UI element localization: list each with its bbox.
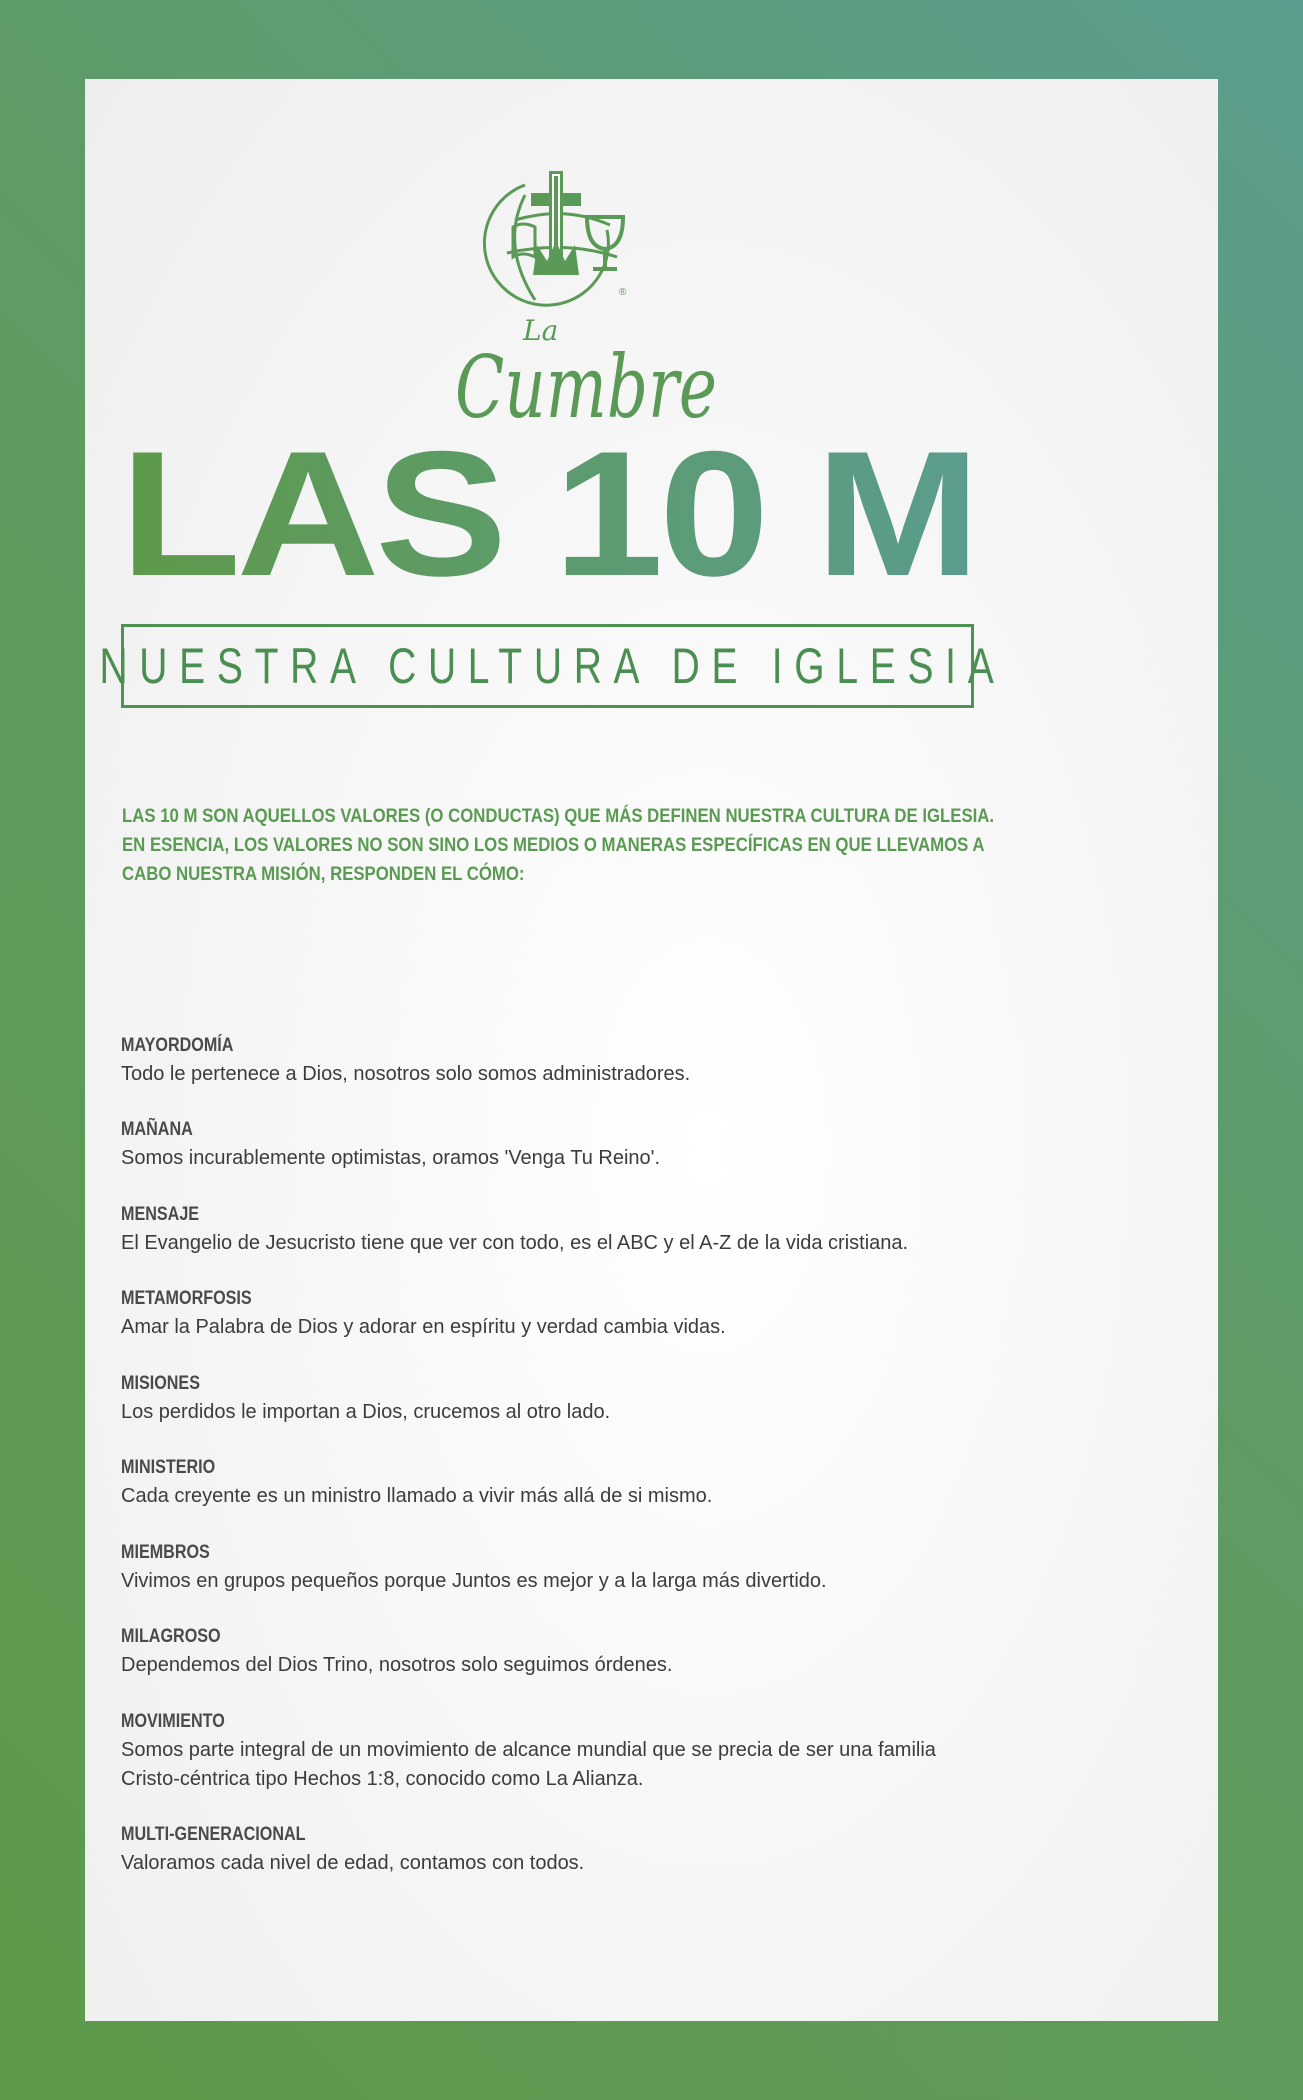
value-description: Cristo-céntrica tipo Hechos 1:8, conocido como La Alianza. xyxy=(121,1768,644,1790)
chalice-icon xyxy=(587,217,623,269)
value-name: MULTI-GENERACIONAL xyxy=(121,1824,306,1845)
value-item-mensaje xyxy=(121,1201,908,1258)
crown-icon xyxy=(533,241,579,275)
value-description: Todo le pertenece a Dios, nosotros solo somos administradores. xyxy=(121,1063,691,1085)
intro-line: LAS 10 M SON AQUELLOS VALORES (O CONDUCTAS) QUE MÁS DEFINEN NUESTRA CULTURA DE IGLESIA. xyxy=(122,805,995,827)
value-item-multi-generacional xyxy=(121,1821,584,1878)
value-description: Valoramos cada nivel de edad, contamos con todos. xyxy=(121,1852,585,1874)
title-text: LAS 10 M xyxy=(120,414,976,613)
value-name: METAMORFOSIS xyxy=(121,1288,252,1309)
intro-paragraph xyxy=(122,802,995,889)
la-cumbre-logo xyxy=(395,135,735,438)
value-description: Cada creyente es un ministro llamado a vivir más allá de si mismo. xyxy=(121,1485,713,1507)
value-item-manana xyxy=(121,1116,660,1173)
value-item-movimiento xyxy=(121,1708,936,1794)
value-item-milagroso xyxy=(121,1623,672,1680)
intro-line: CABO NUESTRA MISIÓN, RESPONDEN EL CÓMO: xyxy=(122,863,525,885)
value-name: MISIONES xyxy=(121,1373,200,1394)
logo-script-cumbre: Cumbre xyxy=(455,338,717,438)
value-description: Vivimos en grupos pequeños porque Juntos es mejor y a la larga más divertido. xyxy=(121,1570,827,1592)
value-item-misiones xyxy=(121,1370,610,1427)
value-description: Los perdidos le importan a Dios, crucemos al otro lado. xyxy=(121,1401,611,1423)
value-name: MAÑANA xyxy=(121,1119,193,1140)
subtitle-box xyxy=(99,624,1006,708)
value-item-miembros xyxy=(121,1539,827,1596)
value-name: MAYORDOMÍA xyxy=(121,1035,234,1056)
value-description: Somos parte integral de un movimiento de alcance mundial que se precia de ser una familia xyxy=(121,1739,936,1761)
value-name: MIEMBROS xyxy=(121,1542,210,1563)
page-title xyxy=(120,414,980,613)
value-description: Dependemos del Dios Trino, nosotros solo seguimos órdenes. xyxy=(121,1654,673,1676)
value-name: MINISTERIO xyxy=(121,1457,216,1478)
value-name: MOVIMIENTO xyxy=(121,1711,225,1732)
value-description: Amar la Palabra de Dios y adorar en espíritu y verdad cambia vidas. xyxy=(121,1316,726,1338)
logo-emblem xyxy=(395,135,735,438)
value-item-ministerio xyxy=(121,1454,712,1511)
registered-mark: ® xyxy=(619,287,627,298)
logo-script-la: La xyxy=(523,314,559,347)
value-description: El Evangelio de Jesucristo tiene que ver con todo, es el ABC y el A-Z de la vida cristiana. xyxy=(121,1232,909,1254)
value-name: MILAGROSO xyxy=(121,1626,221,1647)
value-item-mayordomia xyxy=(121,1032,690,1089)
value-description: Somos incurablemente optimistas, oramos 'Venga Tu Reino'. xyxy=(121,1147,661,1169)
subtitle-text: NUESTRA CULTURA DE IGLESIA xyxy=(99,638,1006,694)
intro-line: EN ESENCIA, LOS VALORES NO SON SINO LOS MEDIOS O MANERAS ESPECÍFICAS EN QUE LLEVAMOS A xyxy=(122,834,985,856)
value-item-metamorfosis xyxy=(121,1285,726,1342)
value-name: MENSAJE xyxy=(121,1204,200,1225)
